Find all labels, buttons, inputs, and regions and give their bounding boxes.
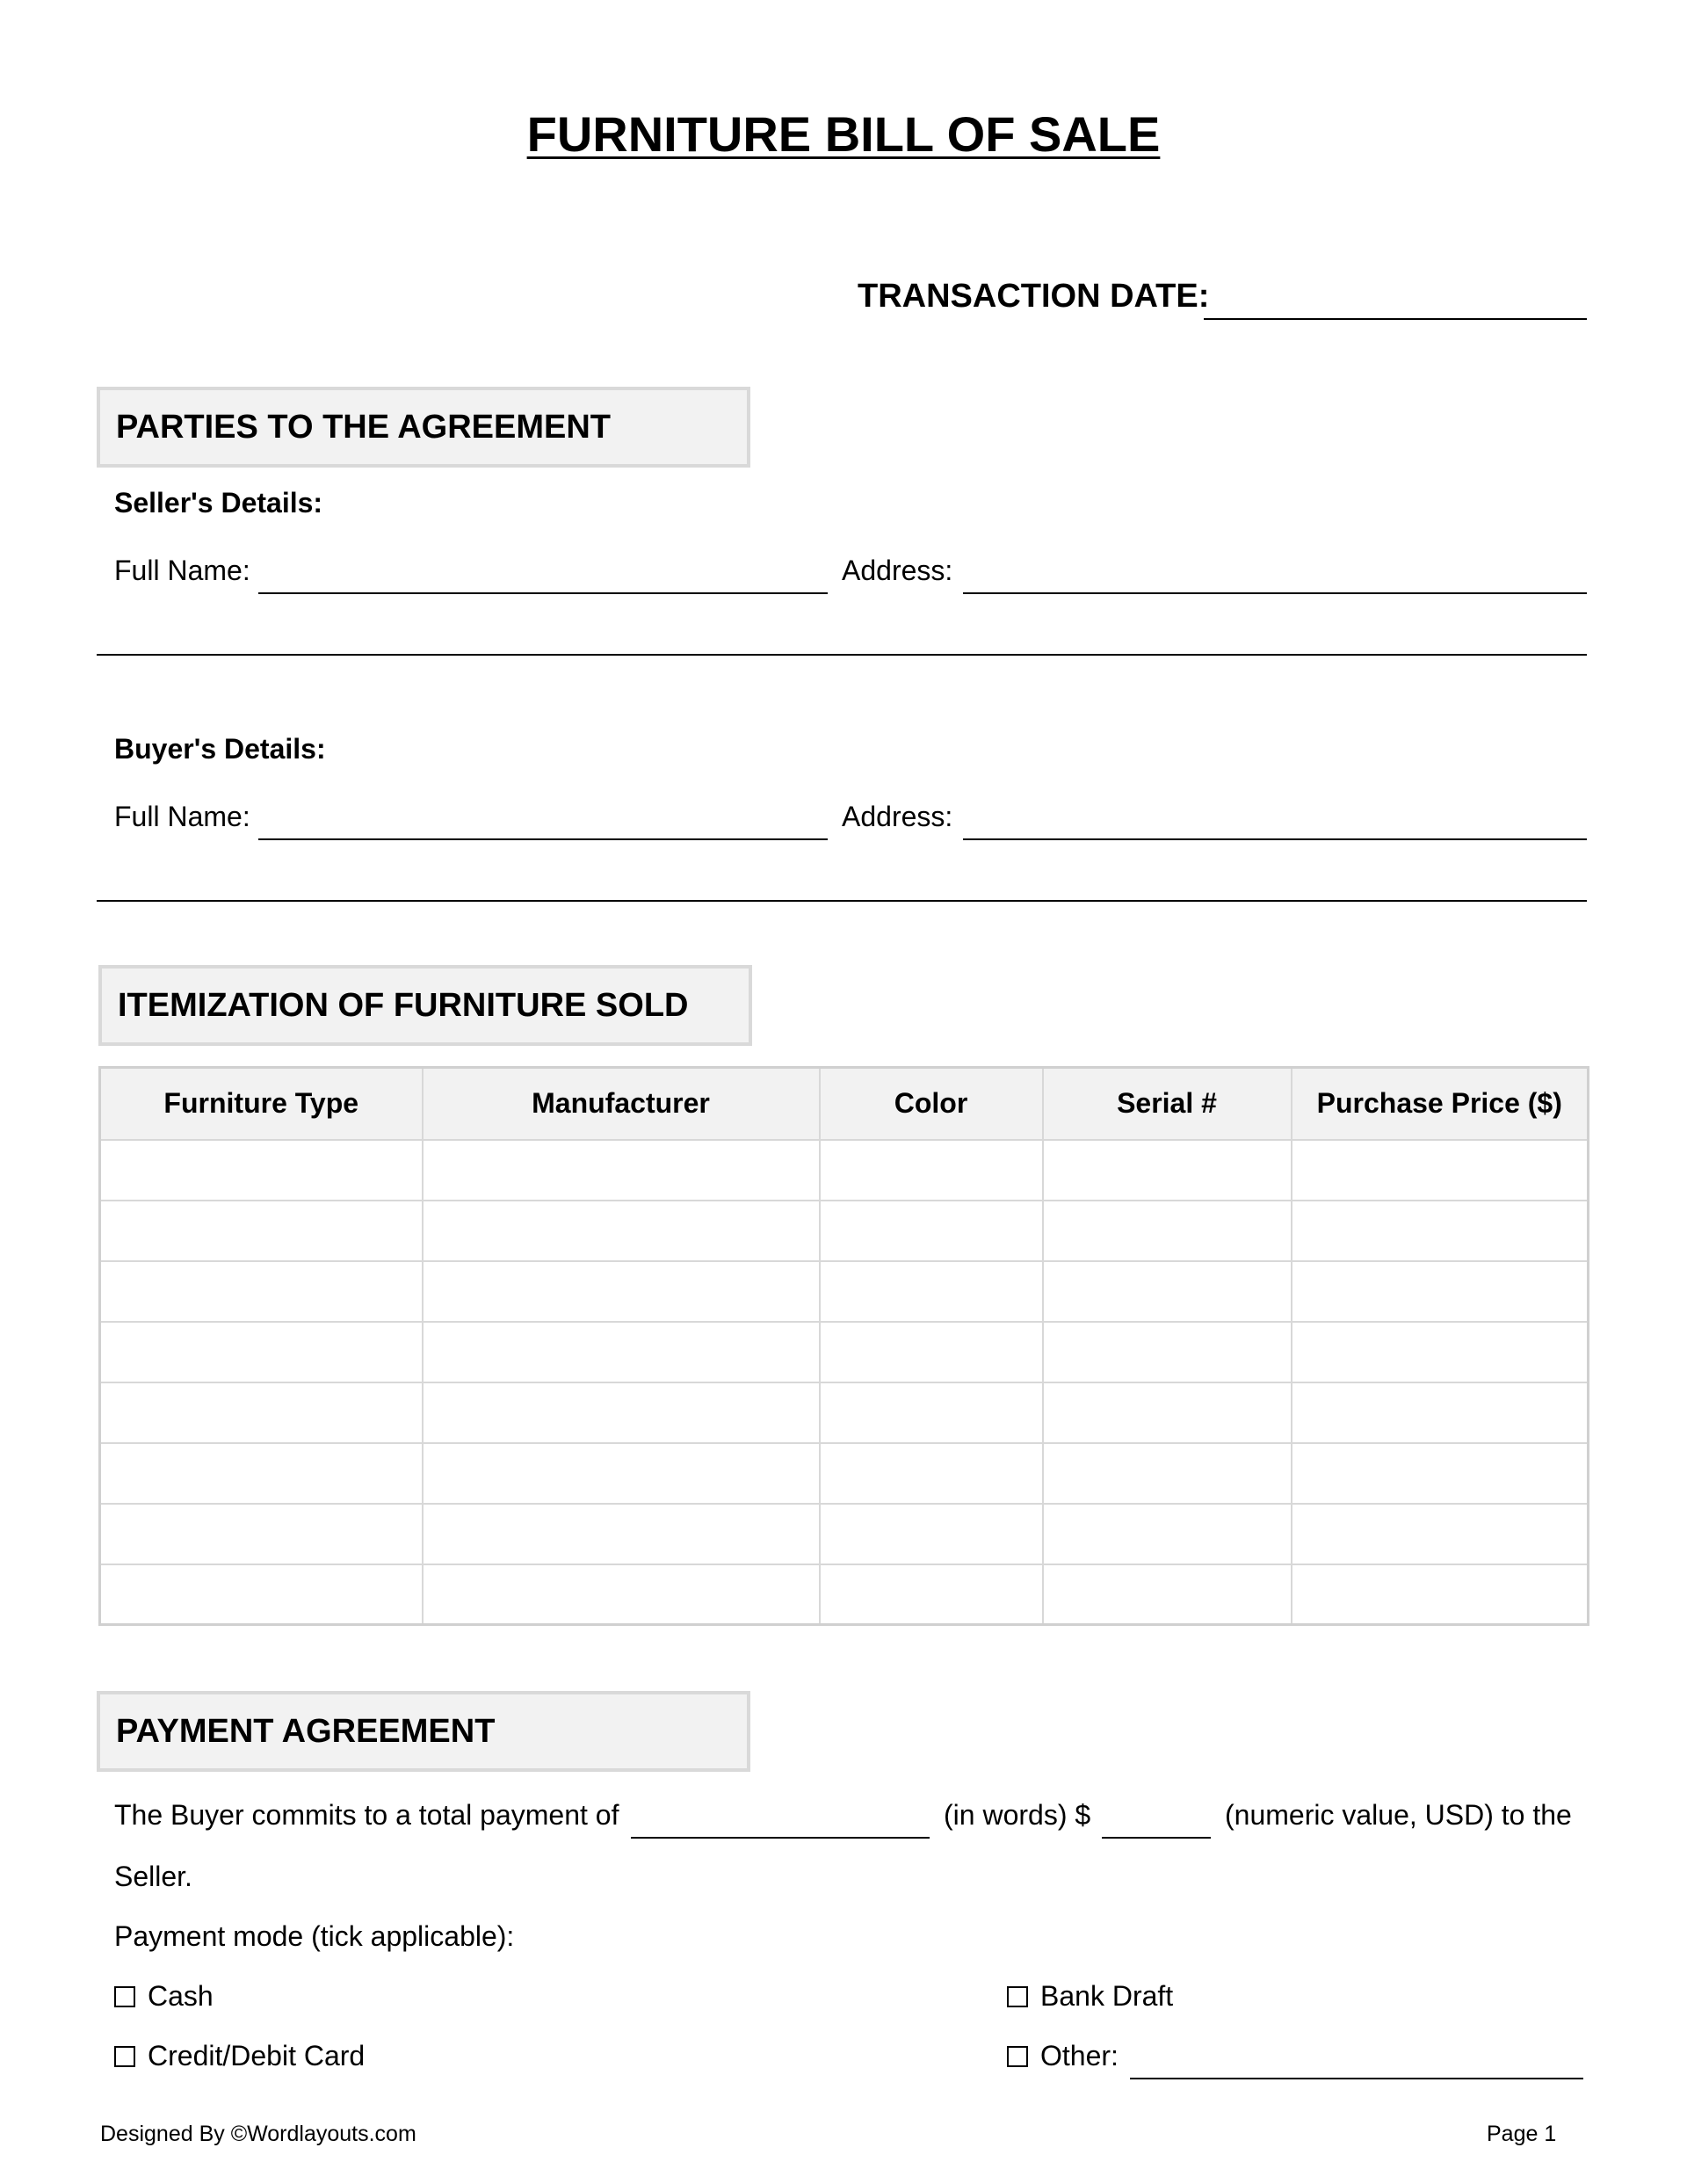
section-itemization	[98, 965, 752, 1046]
table-cell[interactable]	[423, 1504, 820, 1564]
table-cell[interactable]	[423, 1443, 820, 1504]
option-card[interactable]	[114, 2037, 365, 2074]
cash-label: Cash	[148, 1980, 214, 2012]
buyer-full-name-field[interactable]	[258, 838, 828, 840]
section-payment	[97, 1691, 750, 1772]
table-cell[interactable]	[423, 1322, 820, 1382]
table-row	[100, 1564, 1589, 1625]
table-cell[interactable]	[820, 1140, 1043, 1201]
table-header-row	[100, 1068, 1589, 1140]
table-cell[interactable]	[100, 1261, 423, 1322]
table-row	[100, 1443, 1589, 1504]
table-cell[interactable]	[100, 1201, 423, 1261]
table-cell[interactable]	[820, 1504, 1043, 1564]
card-checkbox[interactable]	[114, 2046, 135, 2067]
other-label: Other:	[1040, 2040, 1119, 2072]
section-parties	[97, 387, 750, 468]
transaction-date-label: TRANSACTION DATE:	[858, 278, 1210, 315]
table-cell[interactable]	[1043, 1504, 1292, 1564]
table-cell[interactable]	[820, 1261, 1043, 1322]
table-cell[interactable]	[1292, 1322, 1589, 1382]
section-itemization-title: ITEMIZATION OF FURNITURE SOLD	[118, 986, 689, 1024]
option-cash[interactable]	[114, 1977, 214, 2014]
seller-address-field[interactable]	[963, 592, 1587, 594]
payment-commit-text: The Buyer commits to a total payment of	[114, 1799, 619, 1831]
other-checkbox[interactable]	[1007, 2046, 1028, 2067]
table-row	[100, 1382, 1589, 1443]
table-cell[interactable]	[820, 1382, 1043, 1443]
table-cell[interactable]	[1043, 1382, 1292, 1443]
table-cell[interactable]	[1292, 1140, 1589, 1201]
table-cell[interactable]	[423, 1140, 820, 1201]
furniture-table	[98, 1066, 1589, 1626]
footer-page-number: Page 1	[1487, 2122, 1557, 2146]
table-row	[100, 1322, 1589, 1382]
payment-amount-numeric-field[interactable]	[1102, 1837, 1211, 1839]
option-bank-draft[interactable]	[1007, 1977, 1173, 2014]
table-cell[interactable]	[820, 1443, 1043, 1504]
table-cell[interactable]	[100, 1382, 423, 1443]
section-payment-title: PAYMENT AGREEMENT	[116, 1712, 496, 1750]
table-cell[interactable]	[423, 1201, 820, 1261]
payment-amount-words-field[interactable]	[631, 1837, 930, 1839]
table-cell[interactable]	[1292, 1504, 1589, 1564]
table-cell[interactable]	[1043, 1322, 1292, 1382]
seller-address-line-2[interactable]	[97, 654, 1587, 656]
header-furniture-type: Furniture Type	[100, 1068, 423, 1140]
table-cell[interactable]	[100, 1443, 423, 1504]
table-cell[interactable]	[1292, 1382, 1589, 1443]
cash-checkbox[interactable]	[114, 1986, 135, 2007]
table-cell[interactable]	[100, 1564, 423, 1625]
section-parties-title: PARTIES TO THE AGREEMENT	[116, 408, 612, 446]
table-cell[interactable]	[1043, 1443, 1292, 1504]
header-serial: Serial #	[1043, 1068, 1292, 1140]
table-cell[interactable]	[1043, 1140, 1292, 1201]
table-row	[100, 1140, 1589, 1201]
table-cell[interactable]	[820, 1201, 1043, 1261]
header-color: Color	[820, 1068, 1043, 1140]
payment-numeric-text: (numeric value, USD) to the	[1225, 1799, 1572, 1831]
header-manufacturer: Manufacturer	[423, 1068, 820, 1140]
table-cell[interactable]	[100, 1504, 423, 1564]
payment-seller-text: Seller.	[114, 1861, 192, 1892]
table-cell[interactable]	[100, 1322, 423, 1382]
payment-in-words-text: (in words) $	[944, 1799, 1091, 1831]
table-cell[interactable]	[423, 1261, 820, 1322]
table-row	[100, 1261, 1589, 1322]
document-title-text: FURNITURE BILL OF SALE	[526, 106, 1161, 162]
buyer-full-name-label: Full Name:	[114, 801, 250, 832]
table-cell[interactable]	[423, 1564, 820, 1625]
header-purchase-price: Purchase Price ($)	[1292, 1068, 1589, 1140]
table-cell[interactable]	[100, 1140, 423, 1201]
buyer-address-label: Address:	[842, 801, 953, 832]
buyer-details-heading: Buyer's Details:	[114, 733, 326, 765]
table-cell[interactable]	[1043, 1201, 1292, 1261]
table-cell[interactable]	[423, 1382, 820, 1443]
bank-draft-label: Bank Draft	[1040, 1980, 1174, 2012]
table-row	[100, 1504, 1589, 1564]
document-title	[0, 104, 1687, 165]
seller-details-heading: Seller's Details:	[114, 487, 323, 519]
option-other[interactable]	[1007, 2037, 1119, 2074]
bank-draft-checkbox[interactable]	[1007, 1986, 1028, 2007]
other-payment-field[interactable]	[1130, 2078, 1583, 2079]
seller-address-label: Address:	[842, 555, 953, 586]
table-cell[interactable]	[1292, 1564, 1589, 1625]
seller-full-name-label: Full Name:	[114, 555, 250, 586]
table-cell[interactable]	[1292, 1261, 1589, 1322]
transaction-date-field[interactable]	[1204, 318, 1587, 320]
table-cell[interactable]	[1292, 1201, 1589, 1261]
card-label: Credit/Debit Card	[148, 2040, 366, 2072]
seller-full-name-field[interactable]	[258, 592, 828, 594]
table-cell[interactable]	[1292, 1443, 1589, 1504]
buyer-address-line-2[interactable]	[97, 900, 1587, 902]
table-row	[100, 1201, 1589, 1261]
table-cell[interactable]	[1043, 1261, 1292, 1322]
table-cell[interactable]	[1043, 1564, 1292, 1625]
buyer-address-field[interactable]	[963, 838, 1587, 840]
footer-designed-by: Designed By ©Wordlayouts.com	[100, 2122, 416, 2146]
table-cell[interactable]	[820, 1564, 1043, 1625]
table-cell[interactable]	[820, 1322, 1043, 1382]
payment-mode-label: Payment mode (tick applicable):	[114, 1920, 515, 1952]
